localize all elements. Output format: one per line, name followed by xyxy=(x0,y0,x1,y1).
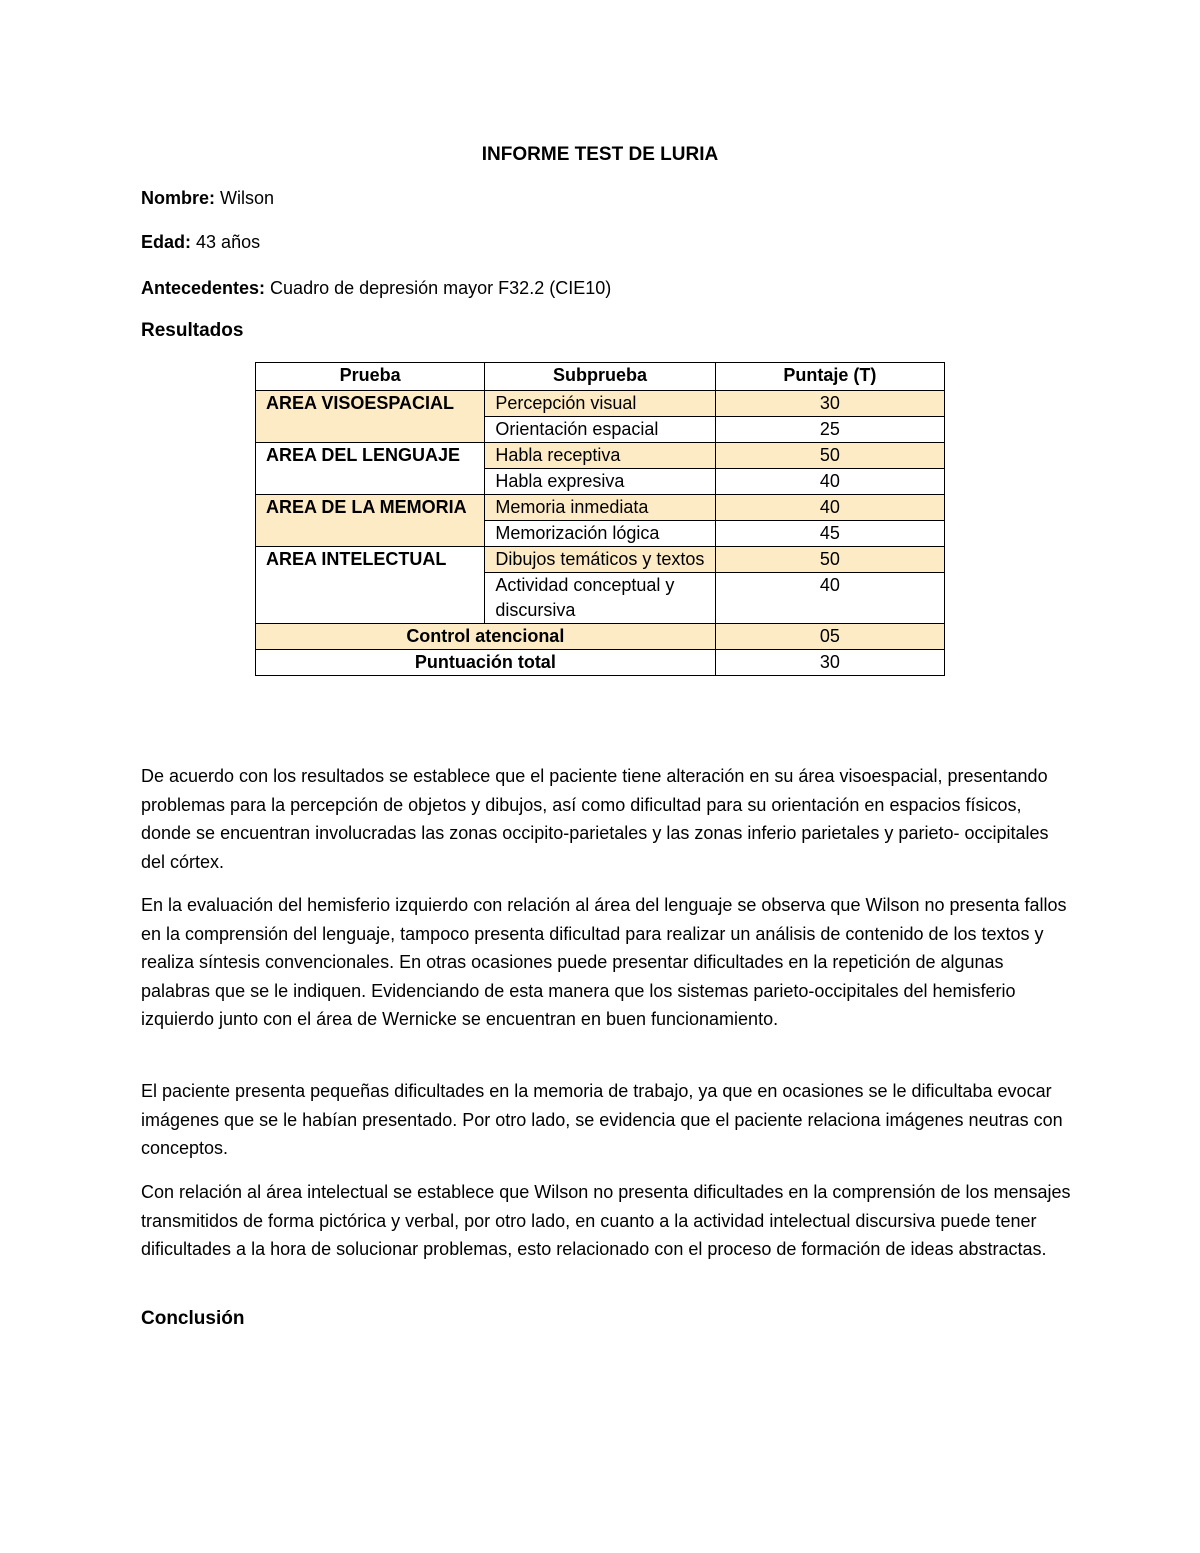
table-header-row xyxy=(256,363,945,391)
field-antecedentes-value: Cuadro de depresión mayor F32.2 (CIE10) xyxy=(270,278,612,298)
area-memoria: AREA DE LA MEMORIA xyxy=(256,495,485,547)
table-row-control xyxy=(256,624,945,650)
score-cell: 25 xyxy=(715,417,944,443)
field-antecedentes xyxy=(141,278,611,299)
score-cell: 40 xyxy=(715,495,944,521)
field-edad-label: Edad: xyxy=(141,232,192,252)
subprueba-cell: Actividad conceptual y discursiva xyxy=(485,573,715,624)
control-label: Control atencional xyxy=(256,624,716,650)
paragraph-lenguaje: En la evaluación del hemisferio izquierdo con relación al área del lenguaje se observa que Wilson no presenta fallos en la comprensión del lenguaje, tampoco presenta dificultad para realizar un análisis de contenido de los textos y realiza síntesis convencionales. En otras ocasiones puede presentar dificultades en la repetición de algunas palabras que se le indiquen. Evidenciando de esta manera que los sistemas parieto-occipitales del hemisferio izquierdo junto con el área de Wernicke se encuentran en buen funcionamiento. xyxy=(141,895,1067,1030)
header-prueba: Prueba xyxy=(256,363,485,391)
area-lenguaje: AREA DEL LENGUAJE xyxy=(256,443,485,495)
table-row xyxy=(256,495,945,521)
paragraph-memoria: El paciente presenta pequeñas dificultades en la memoria de trabajo, ya que en ocasiones se le dificultaba evocar imágenes que se le habían presentado. Por otro lado, se evidencia que el paciente relaciona imágenes neutras con conceptos. xyxy=(141,1081,1063,1159)
field-nombre-label: Nombre: xyxy=(141,188,216,208)
score-cell: 40 xyxy=(715,469,944,495)
table-row-total xyxy=(256,650,945,676)
score-cell: 45 xyxy=(715,521,944,547)
subprueba-cell: Habla expresiva xyxy=(485,469,715,495)
subprueba-cell: Memorización lógica xyxy=(485,521,715,547)
subprueba-cell: Dibujos temáticos y textos xyxy=(485,547,715,573)
results-table xyxy=(255,362,945,676)
table-row xyxy=(256,547,945,573)
document-title: INFORME TEST DE LURIA xyxy=(481,144,719,165)
table-row xyxy=(256,391,945,417)
paragraph-visoespacial: De acuerdo con los resultados se establece que el paciente tiene alteración en su área visoespacial, presentando problemas para la percepción de objetos y dibujos, así como dificultad para su orientación en espacios físicos, donde se encuentran involucradas las zonas occipito-parietales y las zonas inferio parietales y parieto- occipitales del córtex. xyxy=(141,766,1049,872)
area-visoespacial: AREA VISOESPACIAL xyxy=(256,391,485,443)
table-row xyxy=(256,443,945,469)
total-score: 30 xyxy=(715,650,944,676)
paragraph-intelectual: Con relación al área intelectual se establece que Wilson no presenta dificultades en la comprensión de los mensajes transmitidos de forma pictórica y verbal, por otro lado, en cuanto a la actividad intelectual discursiva puede tener dificultades a la hora de solucionar problemas, esto relacionado con el proceso de formación de ideas abstractas. xyxy=(141,1182,1071,1260)
subprueba-cell: Habla receptiva xyxy=(485,443,715,469)
score-cell: 50 xyxy=(715,443,944,469)
field-edad-value: 43 años xyxy=(196,232,261,252)
conclusion-heading: Conclusión xyxy=(141,1308,245,1329)
field-nombre-value: Wilson xyxy=(220,188,275,208)
score-cell: 50 xyxy=(715,547,944,573)
subprueba-cell: Orientación espacial xyxy=(485,417,715,443)
results-heading: Resultados xyxy=(141,320,244,341)
score-cell: 40 xyxy=(715,573,944,624)
subprueba-cell: Percepción visual xyxy=(485,391,715,417)
score-cell: 30 xyxy=(715,391,944,417)
header-subprueba: Subprueba xyxy=(485,363,715,391)
field-antecedentes-label: Antecedentes: xyxy=(141,278,266,298)
subprueba-cell: Memoria inmediata xyxy=(485,495,715,521)
field-nombre xyxy=(141,188,274,209)
total-label: Puntuación total xyxy=(256,650,716,676)
header-puntaje: Puntaje (T) xyxy=(715,363,944,391)
control-score: 05 xyxy=(715,624,944,650)
field-edad xyxy=(141,232,260,253)
area-intelectual: AREA INTELECTUAL xyxy=(256,547,485,624)
